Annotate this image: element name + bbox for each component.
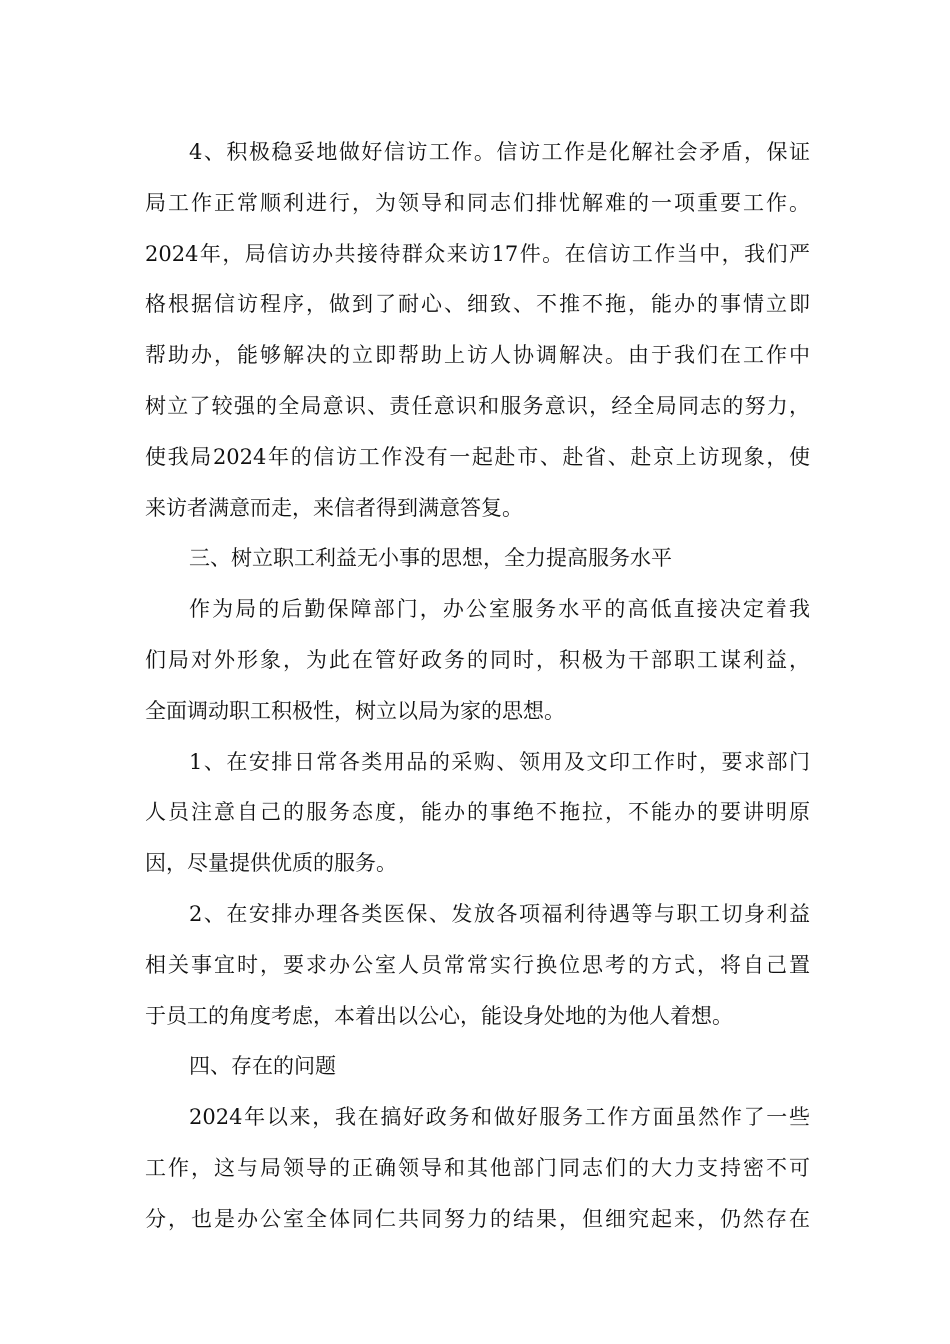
text-line: 四、存在的问题: [189, 1054, 336, 1079]
text-line: 树立了较强的全局意识、责任意识和服务意识，经全局同志的努力，: [145, 393, 810, 418]
text-line: 4、积极稳妥地做好信访工作。信访工作是化解社会矛盾，保证: [189, 140, 810, 164]
text-line: 因，尽量提供优质的服务。: [145, 851, 397, 876]
text-line: 全面调动职工积极性，树立以局为家的思想。: [145, 698, 565, 723]
text-line: 格根据信访程序，做到了耐心、细致、不推不拖，能办的事情立即: [145, 292, 810, 317]
text-line: 1、在安排日常各类用品的采购、领用及文印工作时，要求部门: [189, 749, 810, 774]
text-line: 工作，这与局领导的正确领导和其他部门同志们的大力支持密不可: [145, 1155, 810, 1180]
document-body: [145, 127, 810, 1245]
text-line: 于员工的角度考虑，本着出以公心，能设身处地的为他人着想。: [145, 1003, 733, 1028]
text-line: 帮助办，能够解决的立即帮助上访人协调解决。由于我们在工作中: [145, 343, 810, 368]
text-line: 2、在安排办理各类医保、发放各项福利待遇等与职工切身利益: [189, 901, 810, 926]
text-line: 2024年以来，我在搞好政务和做好服务工作方面虽然作了一些: [189, 1105, 810, 1130]
text-line: 使我局2024年的信访工作没有一起赴市、赴省、赴京上访现象，使: [145, 444, 810, 469]
text-line: 分，也是办公室全体同仁共同努力的结果，但细究起来，仍然存在: [145, 1206, 810, 1231]
text-line: 三、树立职工利益无小事的思想，全力提高服务水平: [189, 546, 672, 571]
text-line: 相关事宜时，要求办公室人员常常实行换位思考的方式，将自己置: [145, 952, 810, 977]
text-line: 们局对外形象，为此在管好政务的同时，积极为干部职工谋利益，: [145, 647, 810, 672]
text-line: 作为局的后勤保障部门，办公室服务水平的高低直接决定着我: [189, 597, 810, 622]
text-line: 人员注意自己的服务态度，能办的事绝不拖拉，不能办的要讲明原: [145, 800, 810, 825]
text-line: 2024年，局信访办共接待群众来访17件。在信访工作当中，我们严: [145, 241, 810, 266]
text-line: 局工作正常顺利进行，为领导和同志们排忧解难的一项重要工作。: [145, 190, 810, 215]
text-line: 来访者满意而走，来信者得到满意答复。: [145, 495, 523, 520]
